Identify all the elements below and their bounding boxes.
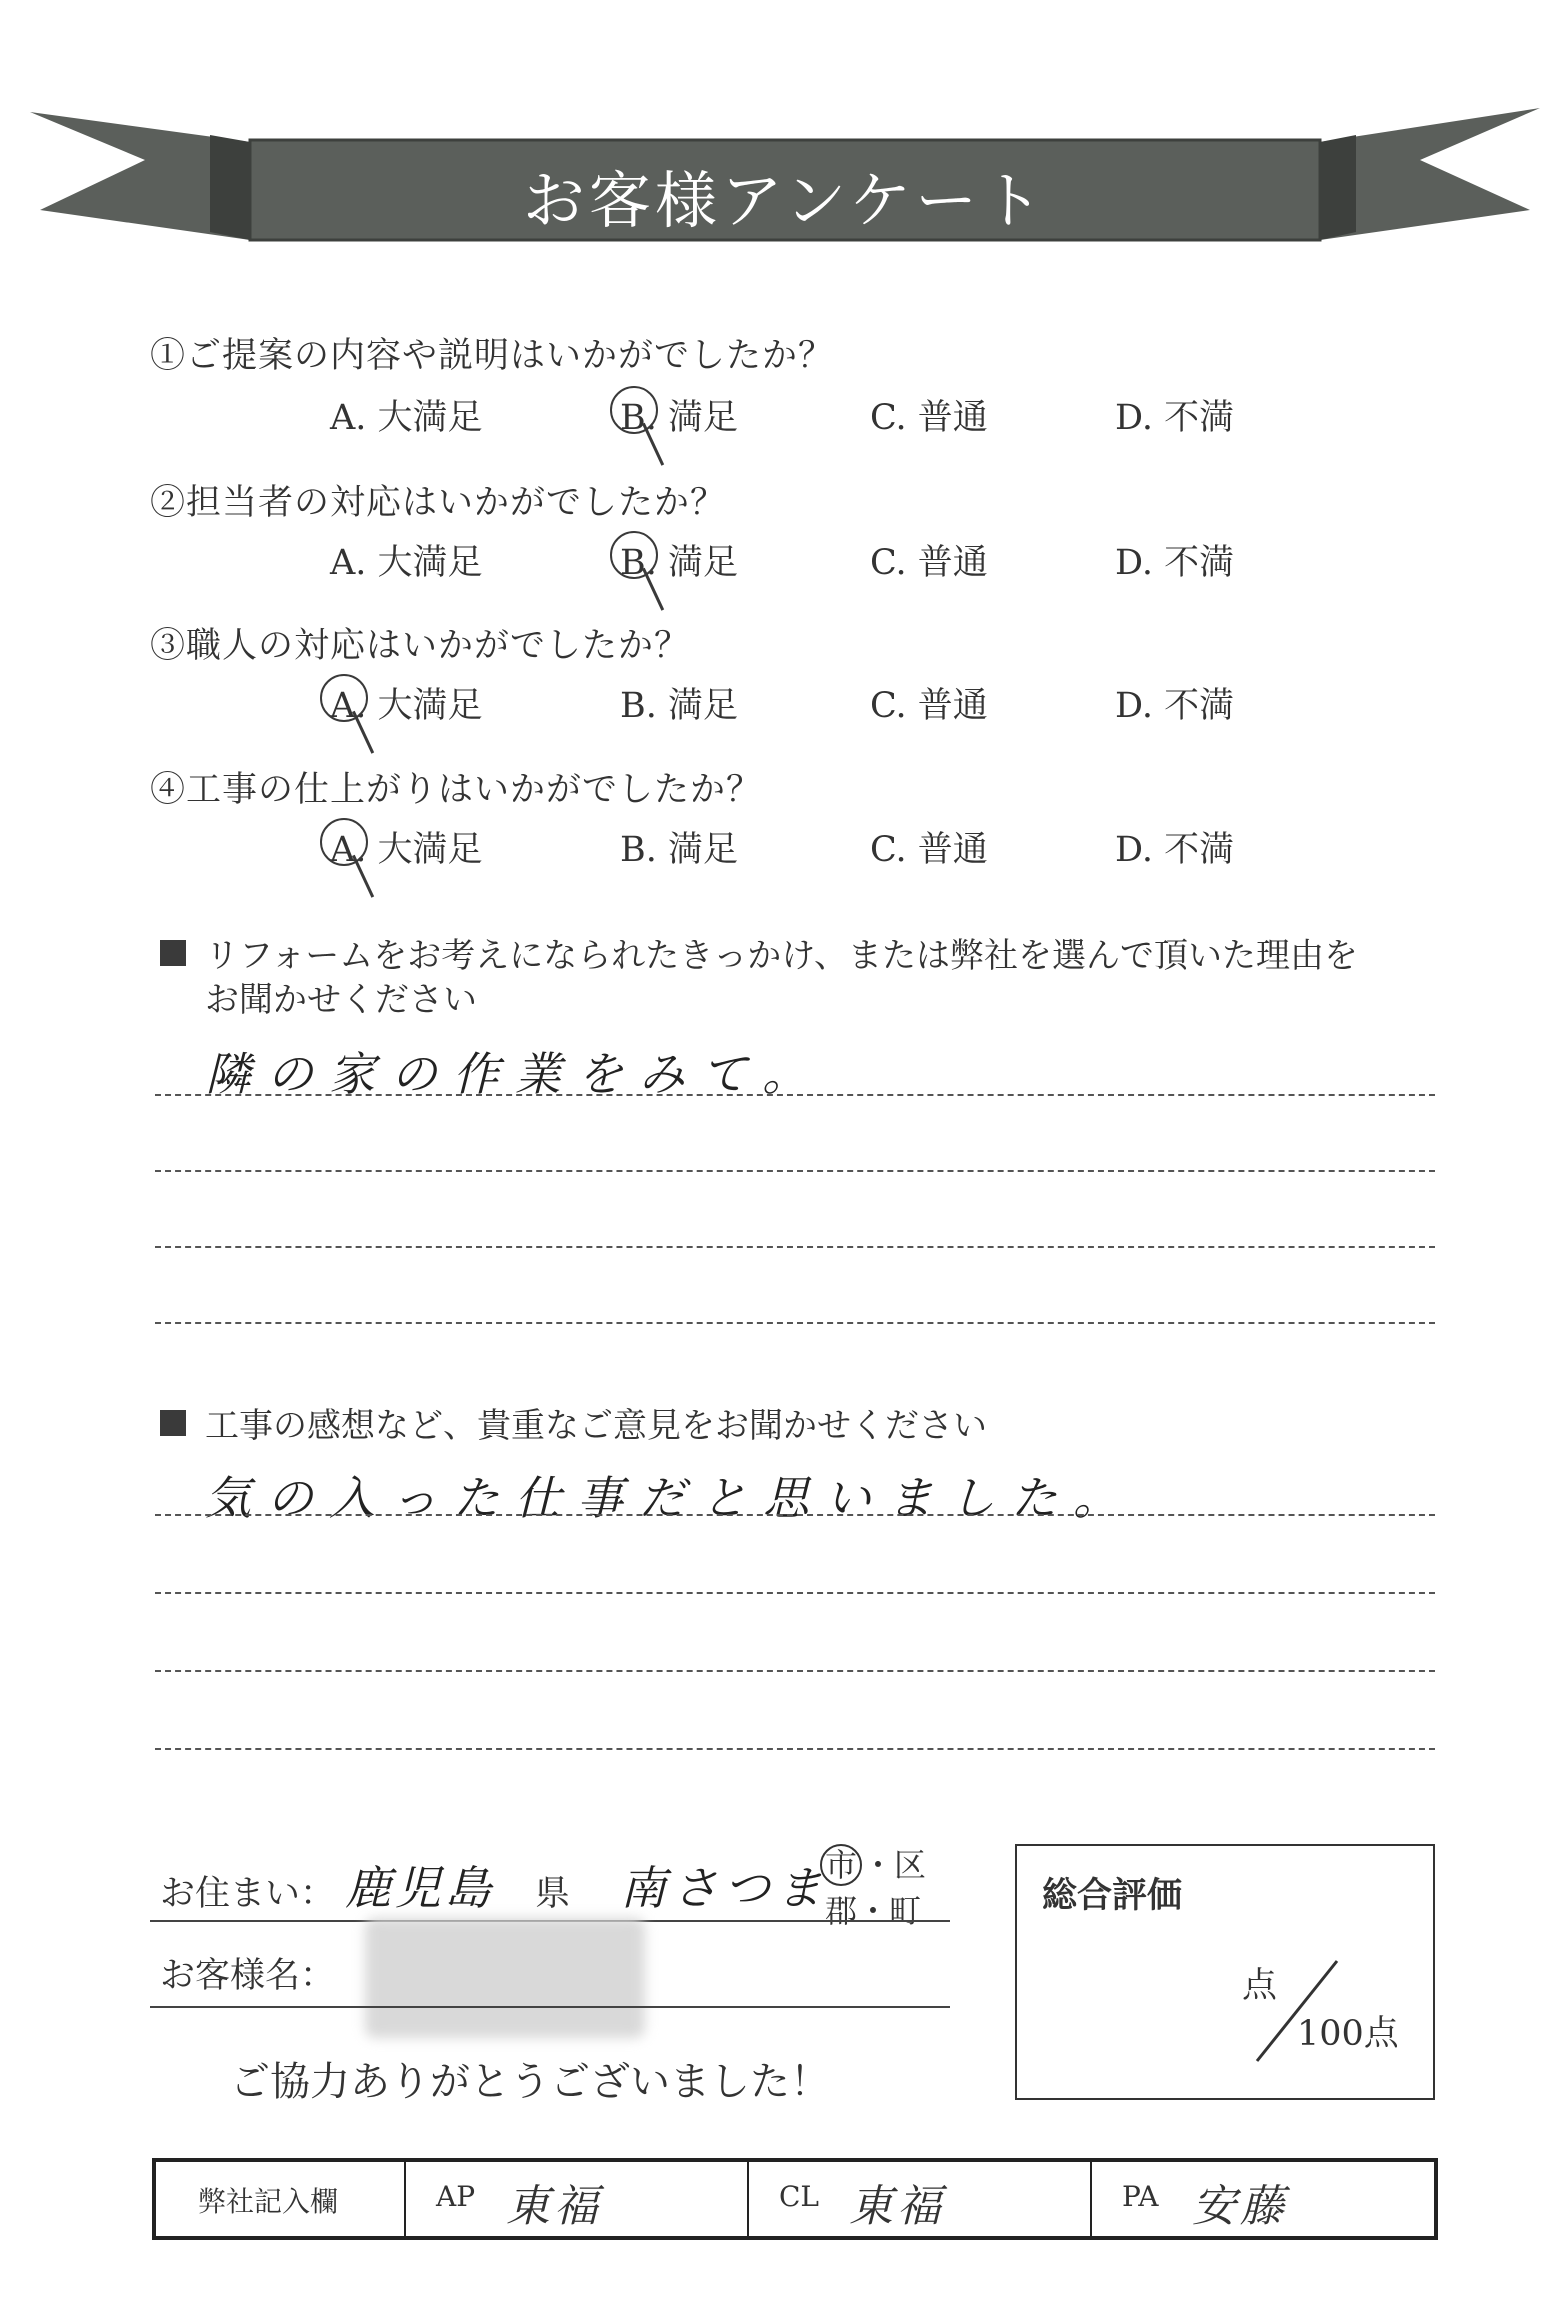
cl-value[interactable]: 東福 xyxy=(849,2181,945,2232)
score-point-label: 点 xyxy=(1242,1966,1278,2006)
q3-option-a[interactable]: A. 大満足 xyxy=(330,678,483,728)
answer-line xyxy=(155,1322,1435,1324)
selection-circle xyxy=(610,386,658,434)
q1-option-b[interactable]: B. 満足 xyxy=(620,390,738,440)
q2-option-c[interactable]: C. 普通 xyxy=(870,543,988,583)
question-1: ①ご提案の内容や説明はいかがでしたか？ xyxy=(150,336,835,376)
pa-cell[interactable] xyxy=(1092,2162,1434,2236)
q1-option-a[interactable]: A. 大満足 xyxy=(330,398,483,438)
answer-line xyxy=(155,1170,1435,1172)
pa-label: PA xyxy=(1122,2180,1159,2213)
city-type: 市 ・区 xyxy=(820,1840,926,1886)
score-box xyxy=(1015,1844,1435,2100)
question-3: ③職人の対応はいかがでしたか？ xyxy=(150,626,691,666)
q3-option-d[interactable]: D. 不満 xyxy=(1115,686,1235,726)
answer-line xyxy=(155,1246,1435,1248)
office-label-cell xyxy=(156,2162,406,2236)
question-2: ②担当者の対応はいかがでしたか？ xyxy=(150,483,727,523)
q4-option-b[interactable]: B. 満足 xyxy=(620,830,738,870)
q2-option-d[interactable]: D. 不満 xyxy=(1115,543,1235,583)
pa-value[interactable]: 安藤 xyxy=(1192,2181,1288,2232)
answer-line xyxy=(155,1514,1435,1516)
office-use-table xyxy=(152,2158,1438,2240)
q1-option-c[interactable]: C. 普通 xyxy=(870,398,988,438)
q4-option-c[interactable]: C. 普通 xyxy=(870,830,988,870)
section-bullet-icon xyxy=(160,940,186,966)
section-bullet-icon xyxy=(160,1410,186,1436)
thanks-message: ご協力ありがとうございました！ xyxy=(230,2059,830,2105)
selection-circle xyxy=(610,531,658,579)
reason-heading-2: お聞かせください xyxy=(205,980,477,1020)
ap-label: AP xyxy=(436,2180,476,2213)
q4-option-d[interactable]: D. 不満 xyxy=(1115,830,1235,870)
reason-heading: リフォームをお考えになられたきっかけ、または弊社を選んで頂いた理由を xyxy=(205,936,1358,976)
answer-line xyxy=(155,1670,1435,1672)
selection-circle xyxy=(320,674,368,722)
q2-option-b[interactable]: B. 満足 xyxy=(620,535,738,585)
cl-cell[interactable] xyxy=(749,2162,1092,2236)
name-underline xyxy=(150,2006,950,2008)
selection-circle xyxy=(320,818,368,866)
prefecture-suffix: 県 xyxy=(535,1874,571,1914)
impression-heading: 工事の感想など、貴重なご意見をお聞かせください xyxy=(205,1406,987,1446)
page-title: お客様アンケート xyxy=(522,163,1048,237)
redacted-name xyxy=(365,1918,645,2038)
office-label: 弊社記入欄 xyxy=(198,2185,339,2218)
reason-answer[interactable]: 隣の家の作業をみて。 xyxy=(205,1047,825,1101)
answer-line xyxy=(155,1748,1435,1750)
q3-option-b[interactable]: B. 満足 xyxy=(620,686,738,726)
district-town: 郡・町 xyxy=(825,1892,922,1930)
answer-line xyxy=(155,1592,1435,1594)
question-4: ④工事の仕上がりはいかがでしたか？ xyxy=(150,770,763,810)
customer-label: お客様名： xyxy=(160,1956,336,1996)
ap-cell[interactable] xyxy=(406,2162,749,2236)
cl-label: CL xyxy=(779,2180,820,2213)
q3-option-c[interactable]: C. 普通 xyxy=(870,686,988,726)
ap-value[interactable]: 東福 xyxy=(506,2181,602,2232)
answer-line xyxy=(155,1094,1435,1096)
prefecture-value[interactable]: 鹿児島 xyxy=(345,1861,495,1915)
score-max: 100点 xyxy=(1297,2014,1399,2054)
impression-answer[interactable]: 気の入った仕事だと思いました。 xyxy=(205,1471,1135,1525)
address-label: お住まい： xyxy=(160,1874,336,1914)
city-value[interactable]: 南さつま xyxy=(620,1861,828,1915)
q2-option-a[interactable]: A. 大満足 xyxy=(330,543,483,583)
q1-option-d[interactable]: D. 不満 xyxy=(1115,398,1235,438)
q4-option-a[interactable]: A. 大満足 xyxy=(330,822,483,872)
score-title: 総合評価 xyxy=(1042,1876,1183,1916)
